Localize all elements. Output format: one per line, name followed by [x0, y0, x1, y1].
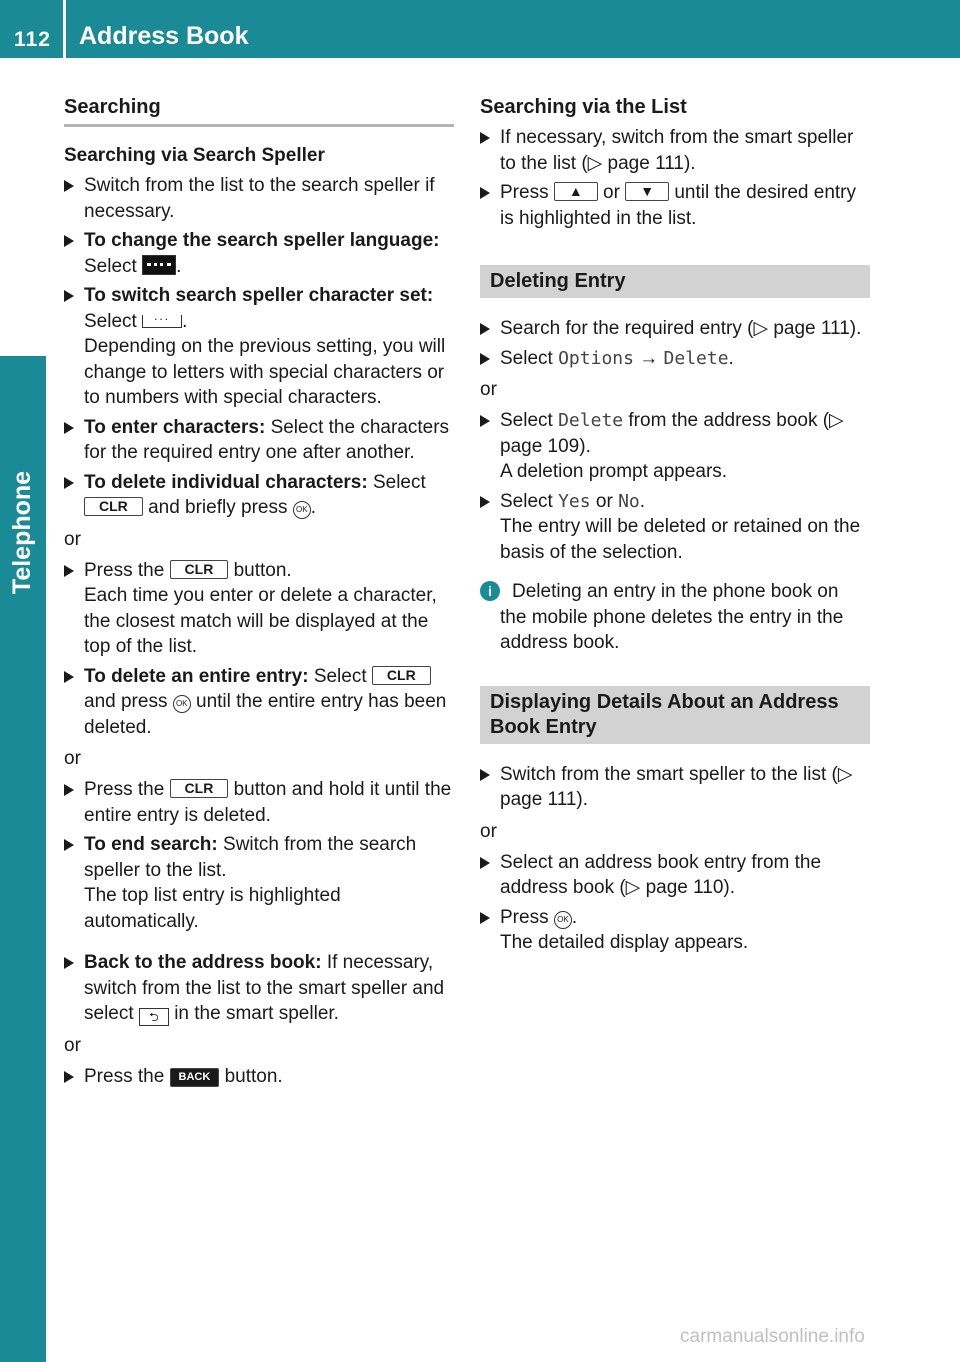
menu-option: Delete: [663, 347, 729, 369]
ok-icon: OK: [173, 695, 191, 713]
bullet-arrow-icon: [64, 477, 74, 489]
bullet-arrow-icon: [64, 839, 74, 851]
return-icon: ⮌: [139, 1008, 169, 1026]
list-item: Press the BACK button.: [64, 1064, 454, 1090]
bullet-arrow-icon: [480, 857, 490, 869]
bullet-arrow-icon: [64, 180, 74, 192]
down-arrow-key-icon: ▼: [625, 182, 669, 201]
menu-option: No: [618, 490, 640, 512]
bullet-arrow-icon: [64, 422, 74, 434]
clr-key-icon: CLR: [170, 779, 229, 798]
list-item: Search for the required entry (▷ page 111).: [480, 316, 870, 342]
info-icon: i: [480, 581, 500, 601]
list-item: Press ▲ or ▼ until the desired entry is highlighted in the list.: [480, 180, 870, 231]
list-item: To enter characters: Select the characters for the required entry one after another.: [64, 415, 454, 466]
bullet-arrow-icon: [480, 132, 490, 144]
bullet-arrow-icon: [480, 353, 490, 365]
list-item: Select Delete from the address book (▷ page 109). A deletion prompt appears.: [480, 408, 870, 485]
info-note: i Deleting an entry in the phone book on the mobile phone deletes the entry in the address book.: [480, 579, 870, 656]
character-set-icon: [142, 315, 182, 328]
or-separator: or: [480, 820, 497, 842]
list-item: To end search: Switch from the search speller to the list. The top list entry is highlighted automatically.: [64, 832, 454, 934]
side-tab: [0, 356, 46, 1362]
back-key-icon: BACK: [170, 1068, 220, 1087]
bullet-arrow-icon: [64, 565, 74, 577]
section-heading-details: Displaying Details About an Address Book Entry: [480, 686, 870, 744]
bullet-arrow-icon: [64, 957, 74, 969]
watermark: carmanualsonline.info: [680, 1326, 865, 1347]
subheading-search-speller: Searching via Search Speller: [64, 145, 325, 166]
list-item: Press the CLR button. Each time you enter or delete a character, the closest match will be displayed at the top of the list.: [64, 558, 454, 660]
list-item: To switch search speller character set: Select ... . Depending on the previous setting, you will change to letters with special characters or to numbers with special characters.: [64, 283, 454, 411]
or-separator: or: [480, 379, 497, 400]
speller-language-icon: [142, 255, 176, 275]
arrow-right-icon: →: [639, 347, 659, 369]
header-divider: [63, 0, 66, 58]
or-separator: or: [64, 1034, 81, 1056]
bullet-arrow-icon: [64, 235, 74, 247]
menu-option: Options: [558, 347, 634, 369]
bullet-arrow-icon: [480, 323, 490, 335]
list-item: Switch from the list to the search speller if necessary.: [64, 173, 454, 224]
or-separator: or: [64, 528, 81, 550]
bullet-arrow-icon: [480, 415, 490, 427]
bullet-arrow-icon: [480, 769, 490, 781]
menu-option: Yes: [558, 490, 591, 512]
list-item: Select an address book entry from the address book (▷ page 110).: [480, 850, 870, 901]
bullet-arrow-icon: [64, 290, 74, 302]
list-item: If necessary, switch from the smart speller to the list (▷ page 111).: [480, 125, 870, 176]
ok-icon: OK: [293, 501, 311, 519]
up-arrow-key-icon: ▲: [554, 182, 598, 201]
bullet-arrow-icon: [480, 912, 490, 924]
section-heading-searching: Searching: [64, 96, 454, 127]
list-item: Press OK . The detailed display appears.: [480, 905, 870, 956]
list-item: To delete an entire entry: Select CLR and press OK until the entire entry has been deleted.: [64, 664, 454, 741]
or-separator: or: [64, 748, 81, 769]
list-item: Select Yes or No. The entry will be deleted or retained on the basis of the selection.: [480, 489, 870, 566]
bullet-arrow-icon: [64, 1071, 74, 1083]
section-heading-deleting: Deleting Entry: [480, 265, 870, 298]
page-number: 112: [14, 28, 51, 51]
list-item: Switch from the smart speller to the list (▷ page 111).: [480, 762, 870, 813]
bullet-arrow-icon: [64, 784, 74, 796]
subheading-search-list: Searching via the List: [480, 96, 687, 118]
bullet-arrow-icon: [64, 671, 74, 683]
clr-key-icon: CLR: [84, 497, 143, 516]
list-item: To change the search speller language: Select .: [64, 228, 454, 279]
ok-icon: OK: [554, 911, 572, 929]
clr-key-icon: CLR: [372, 666, 431, 685]
bullet-arrow-icon: [480, 187, 490, 199]
side-tab-label: Telephone: [8, 470, 37, 594]
list-item: To delete individual characters: Select CLR and briefly press OK .: [64, 470, 454, 521]
left-column: [64, 96, 454, 1093]
menu-option: Delete: [558, 410, 624, 431]
clr-key-icon: CLR: [170, 560, 229, 579]
right-column: [480, 96, 870, 960]
bullet-arrow-icon: [480, 496, 490, 508]
list-item: Select Options → Delete.: [480, 346, 870, 372]
list-item: Back to the address book: If necessary, switch from the list to the smart speller and select ⮌ in the smart speller.: [64, 950, 454, 1027]
chapter-title: Address Book: [79, 22, 249, 50]
list-item: Press the CLR button and hold it until the entire entry is deleted.: [64, 777, 454, 828]
